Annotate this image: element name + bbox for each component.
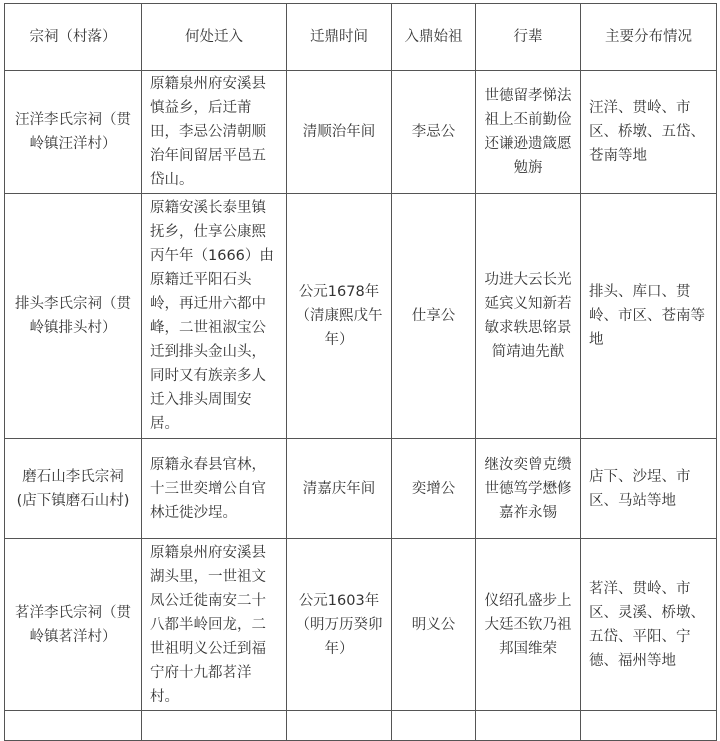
cell-empty [5,711,142,741]
cell-empty [476,711,581,741]
cell-origin: 原籍安溪长泰里镇抚乡，仕享公康熙丙午年（1666）由原籍迁平阳石头岭，再迁卅六都中峰，二世祖淑宝公迁到排头金山头，同时又有族亲多人迁入排头周围安居。 [142,194,287,439]
cell-hall: 磨石山李氏宗祠(店下镇磨石山村) [5,439,142,539]
header-generation: 行辈 [476,4,581,71]
cell-time: 清嘉庆年间 [287,439,392,539]
cell-empty [142,711,287,741]
cell-ancestor: 明义公 [392,539,476,711]
cell-generation: 仪绍孔盛步上大廷丕钦乃祖邦国维荣 [476,539,581,711]
cell-empty [581,711,717,741]
cell-distribution: 排头、库口、贯岭、市区、苍南等地 [581,194,717,439]
cell-hall: 排头李氏宗祠（贯岭镇排头村） [5,194,142,439]
cell-generation: 继汝奕曾克缵世德笃学懋修嘉祚永锡 [476,439,581,539]
cell-empty [392,711,476,741]
cell-time: 公元1678年（清康熙戊午年） [287,194,392,439]
table-header-row [5,4,717,71]
cell-time: 公元1603年（明万历癸卯年） [287,539,392,711]
cell-empty [287,711,392,741]
header-hall: 宗祠（村落） [5,4,142,71]
cell-distribution: 店下、沙埕、市区、马站等地 [581,439,717,539]
cell-time: 清顺治年间 [287,71,392,194]
cell-ancestor: 仕享公 [392,194,476,439]
cell-hall: 汪洋李氏宗祠（贯岭镇汪洋村） [5,71,142,194]
cell-hall: 茗洋李氏宗祠（贯岭镇茗洋村） [5,539,142,711]
cell-ancestor: 李忌公 [392,71,476,194]
cell-origin: 原籍泉州府安溪县湖头里，一世祖文凤公迁徙南安二十八都半岭回龙，二世祖明义公迁到福宁府十九都茗洋村。 [142,539,287,711]
cell-generation: 世德留孝悌法祖上丕前勤俭还谦逊遗箴愿勉旃 [476,71,581,194]
cell-distribution: 汪洋、贯岭、市区、桥墩、五岱、苍南等地 [581,71,717,194]
table-row-partial [5,711,717,741]
cell-distribution: 茗洋、贯岭、市区、灵溪、桥墩、五岱、平阳、宁德、福州等地 [581,539,717,711]
header-distribution: 主要分布情况 [581,4,717,71]
cell-origin: 原籍泉州府安溪县慎益乡，后迁莆田，李忌公清朝顺治年间留居平邑五岱山。 [142,71,287,194]
table-row [5,71,717,194]
table-row [5,539,717,711]
header-ancestor: 入鼎始祖 [392,4,476,71]
table-row [5,194,717,439]
cell-origin: 原籍永春县官林，十三世奕增公自官林迁徙沙埕。 [142,439,287,539]
cell-ancestor: 奕增公 [392,439,476,539]
header-origin: 何处迁入 [142,4,287,71]
header-time: 迁鼎时间 [287,4,392,71]
cell-generation: 功进大云长光延宾义知新若敏求轶思铭景简靖迪先猷 [476,194,581,439]
table-row [5,439,717,539]
clan-hall-table [4,3,717,741]
